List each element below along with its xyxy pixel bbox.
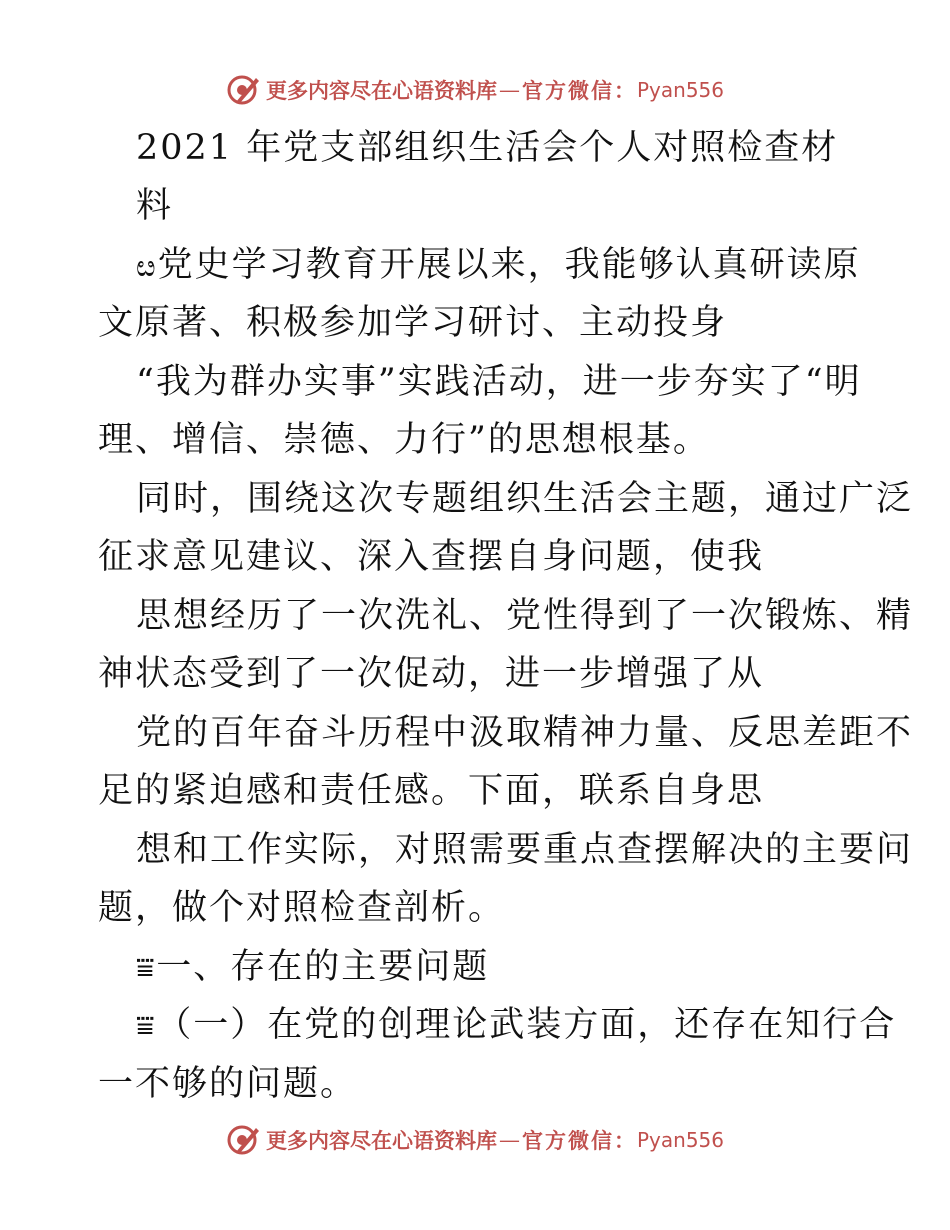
watermark-wechat-id: Pyan556 <box>636 78 724 102</box>
document-title-line-2: 料 <box>136 186 174 226</box>
paragraph-1-line-3: “我为群办实事”实践活动，进一步夯实了“明 <box>136 362 862 402</box>
watermark-main-text: 更多内容尽在心语资料库 <box>265 78 497 103</box>
paragraph-2-line-4: 神状态受到了一次促动，进一步增强了从 <box>98 654 765 694</box>
subheading-marker-icon: ⩸ <box>136 1009 157 1044</box>
watermark-dash: — <box>498 78 520 102</box>
quill-logo-icon <box>226 1122 262 1158</box>
heading-marker-icon: ⩸ <box>136 951 157 986</box>
paragraph-2-line-1: 同时，围绕这次专题组织生活会主题，通过广泛 <box>136 479 914 519</box>
watermark-sub-text: 官方微信： <box>521 78 637 103</box>
subsection-heading-1-line-2: 一不够的问题。 <box>98 1064 358 1104</box>
paragraph-1-line-4: 理、增信、崇德、力行”的思想根基。 <box>98 420 710 460</box>
quill-logo-icon <box>226 72 262 108</box>
footer-watermark <box>0 1120 950 1160</box>
watermark-dash: — <box>498 1128 520 1152</box>
bullet-ornament-icon: ೞ <box>136 249 158 284</box>
paragraph-2-line-3: 思想经历了一次洗礼、党性得到了一次锻炼、精 <box>136 596 914 636</box>
paragraph-2-line-5: 党的百年奋斗历程中汲取精神力量、反思差距不 <box>136 713 914 753</box>
subsection-heading-1-line-1: ⩸（一）在党的创理论武装方面，还存在知行合 <box>136 1005 897 1045</box>
paragraph-1-line-1: ೞ党史学习教育开展以来，我能够认真研读原 <box>136 245 861 285</box>
paragraph-1-line-2: 文原著、积极参加学习研讨、主动投身 <box>98 303 728 343</box>
paragraph-2-line-8: 题，做个对照检查剖析。 <box>98 888 506 928</box>
watermark-main-text: 更多内容尽在心语资料库 <box>265 1128 497 1153</box>
watermark-sub-text: 官方微信： <box>521 1128 637 1153</box>
paragraph-2-line-7: 想和工作实际，对照需要重点查摆解决的主要问 <box>136 830 914 870</box>
document-title-line-1: 2021 年党支部组织生活会个人对照检查材 <box>136 128 839 168</box>
section-heading-1: ⩸一、存在的主要问题 <box>136 947 490 987</box>
header-watermark <box>0 70 950 110</box>
paragraph-2-line-2: 征求意见建议、深入查摆自身问题，使我 <box>98 537 765 577</box>
watermark-wechat-id: Pyan556 <box>636 1128 724 1152</box>
paragraph-2-line-6: 足的紧迫感和责任感。下面，联系自身思 <box>98 771 765 811</box>
